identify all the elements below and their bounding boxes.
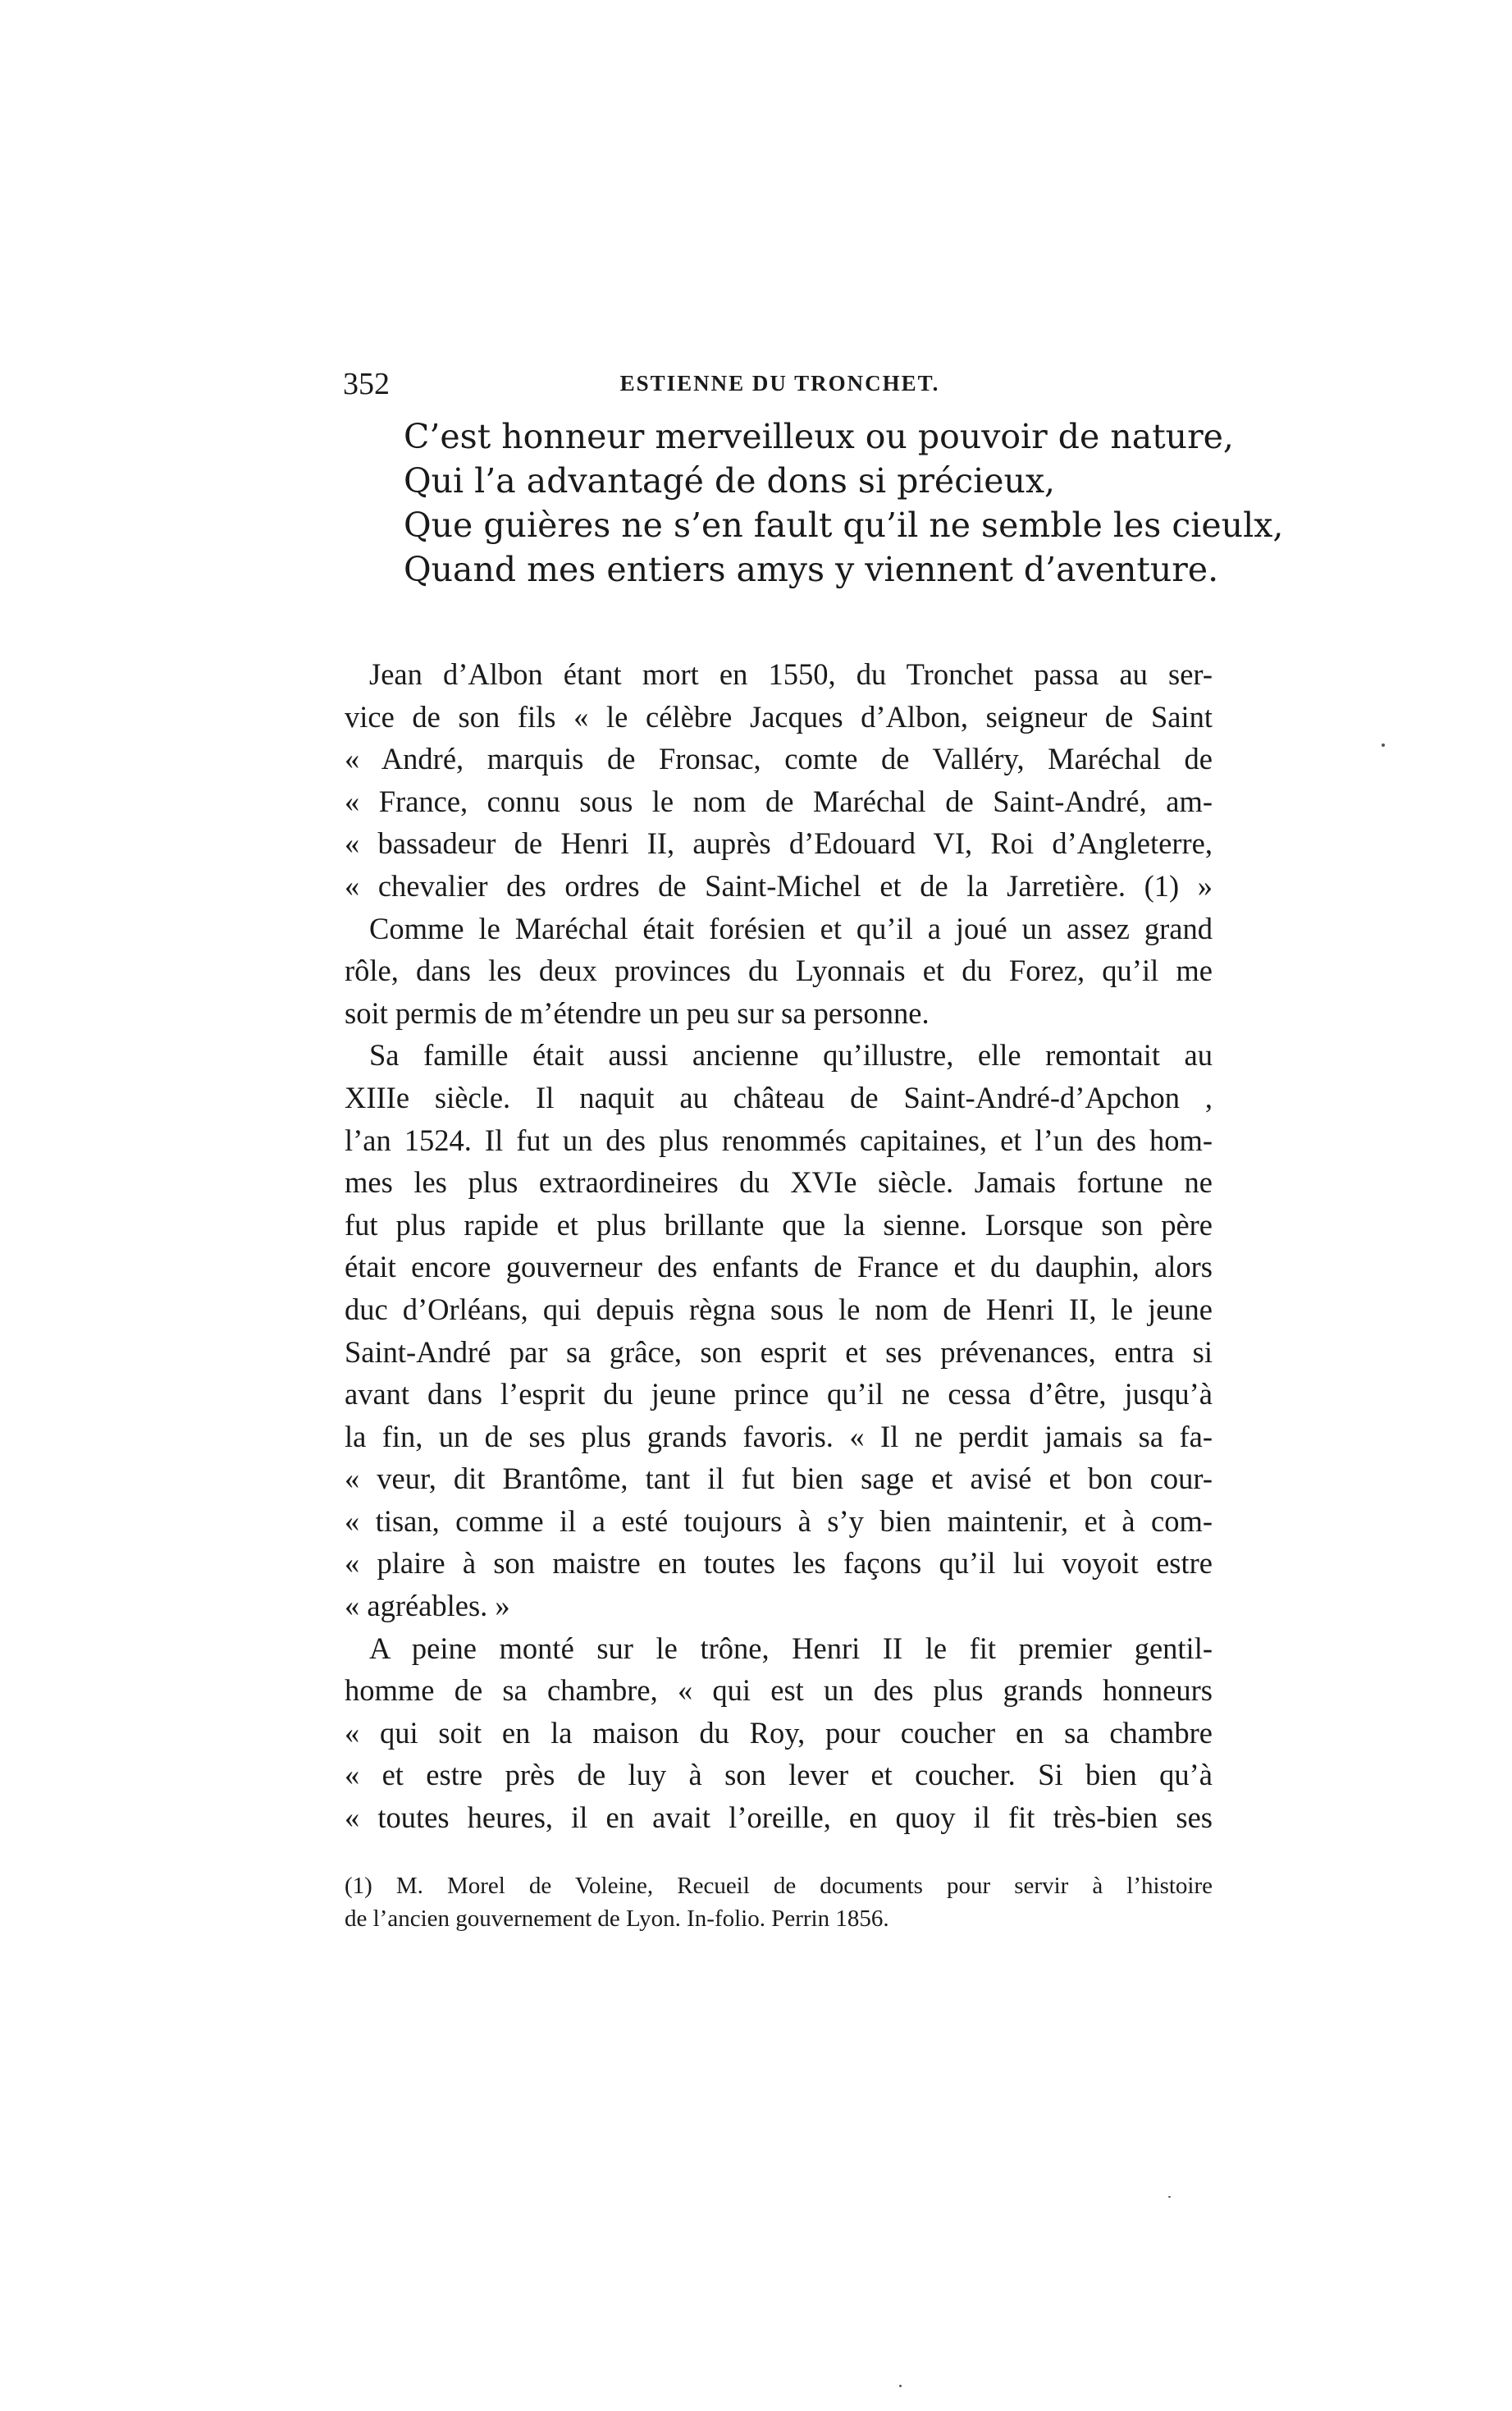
print-speck — [1382, 743, 1385, 747]
text-line: avant dans l’esprit du jeune prince qu’il ne cessa d’être, jusqu’à — [345, 1377, 1213, 1411]
footnote-line: de l’ancien gouvernement de Lyon. In-folio. Perrin 1856. — [345, 1905, 889, 1932]
footnote — [345, 1869, 1213, 1935]
text-line: homme de sa chambre, « qui est un des plus grands honneurs — [345, 1673, 1213, 1708]
footnote-line: (1) M. Morel de Voleine, Recueil de documents pour servir à l’histoire — [345, 1873, 1213, 1899]
text-line: duc d’Orléans, qui depuis règna sous le nom de Henri II, le jeune — [345, 1292, 1213, 1326]
text-line: « bassadeur de Henri II, auprès d’Edouard VI, Roi d’Angleterre, — [345, 826, 1213, 861]
print-speck — [899, 2385, 902, 2387]
text-line: « qui soit en la maison du Roy, pour coucher en sa chambre — [345, 1715, 1213, 1750]
print-speck — [1168, 2196, 1171, 2198]
text-line: XIIIe siècle. Il naquit au château de Saint-André-d’Apchon , — [345, 1080, 1213, 1114]
page-header — [343, 366, 1217, 407]
text-line: soit permis de m’étendre un peu sur sa personne. — [345, 995, 930, 1030]
text-line: « agréables. » — [345, 1589, 510, 1623]
text-line: « toutes heures, il en avait l’oreille, en quoy il fit très-bien ses — [345, 1800, 1213, 1835]
poem-line: Quand mes entiers amys y viennent d’aventure. — [404, 550, 1219, 589]
page-number: 352 — [343, 367, 390, 401]
text-line: « veur, dit Brantôme, tant il fut bien sage et avisé et bon cour- — [345, 1462, 1213, 1496]
text-line: vice de son fils « le célèbre Jacques d’Albon, seigneur de Saint — [345, 699, 1213, 734]
text-line: Comme le Maréchal était forésien et qu’il a joué un assez grand — [369, 911, 1213, 945]
text-line: A peine monté sur le trône, Henri II le fit premier gentil- — [369, 1631, 1213, 1665]
text-line: « France, connu sous le nom de Maréchal de Saint-André, am- — [345, 784, 1213, 818]
text-line: « et estre près de luy à son lever et coucher. Si bien qu’à — [345, 1758, 1213, 1792]
poem-line: C’est honneur merveilleux ou pouvoir de nature, — [404, 417, 1234, 456]
text-line: Saint-André par sa grâce, son esprit et ses prévenances, entra si — [345, 1334, 1213, 1369]
poem-line: Qui l’a advantagé de dons si précieux, — [404, 461, 1056, 501]
text-line: l’an 1524. Il fut un des plus renommés capitaines, et l’un des hom- — [345, 1123, 1213, 1157]
text-line: « chevalier des ordres de Saint-Michel et de la Jarretière. (1) » — [345, 868, 1213, 903]
text-line: fut plus rapide et plus brillante que la sienne. Lorsque son père — [345, 1207, 1213, 1242]
running-title: ESTIENNE DU TRONCHET. — [619, 371, 940, 396]
poem-stanza — [404, 414, 1283, 592]
text-line: « tisan, comme il a esté toujours à s’y bien maintenir, et à com- — [345, 1503, 1213, 1538]
text-line: « André, marquis de Fronsac, comte de Valléry, Maréchal de — [345, 742, 1213, 776]
text-line: la fin, un de ses plus grands favoris. « Il ne perdit jamais sa fa- — [345, 1419, 1213, 1453]
poem-line: Que guières ne s’en fault qu’il ne semble les cieulx, — [404, 506, 1284, 545]
body-text — [345, 653, 1213, 1839]
text-line: mes les plus extraordineires du XVIe siècle. Jamais fortune ne — [345, 1165, 1213, 1200]
text-line: « plaire à son maistre en toutes les façons qu’il lui voyoit estre — [345, 1546, 1213, 1581]
text-line: était encore gouverneur des enfants de France et du dauphin, alors — [345, 1250, 1213, 1284]
text-line: Jean d’Albon étant mort en 1550, du Tronchet passa au ser- — [369, 657, 1213, 691]
text-line: Sa famille était aussi ancienne qu’illustre, elle remontait au — [369, 1038, 1213, 1073]
text-line: rôle, dans les deux provinces du Lyonnais et du Forez, qu’il me — [345, 954, 1213, 988]
